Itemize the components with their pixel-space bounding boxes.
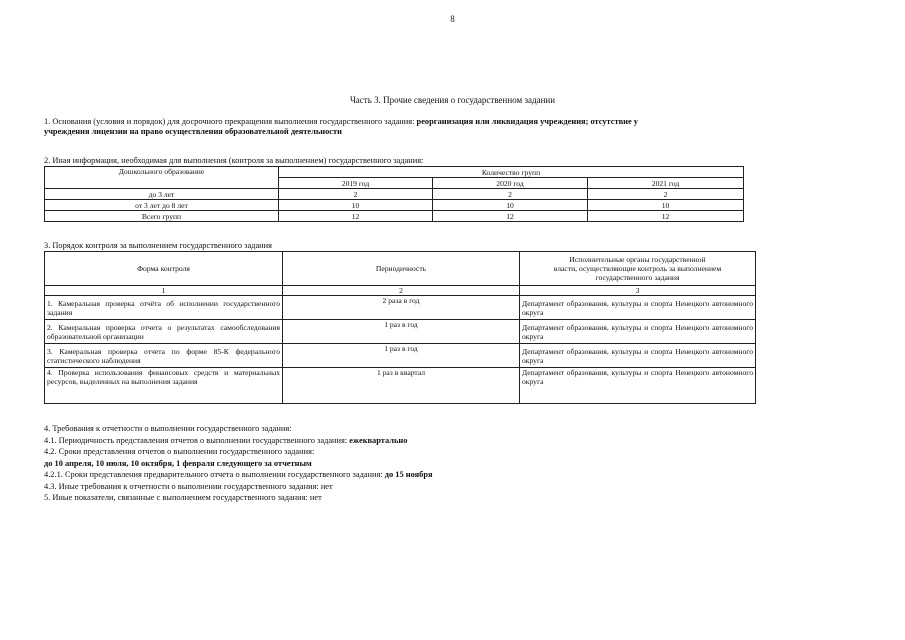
control-col-header-organ bbox=[520, 252, 756, 286]
section-4 bbox=[44, 423, 764, 504]
control-period: 2 раза в год bbox=[283, 296, 520, 320]
section-4-line-5-bold: до 15 ноября bbox=[384, 470, 433, 479]
section-5-line: 5. Иные показатели, связанные с выполнением государственного задания: нет bbox=[44, 493, 322, 502]
cell-value: 12 bbox=[279, 211, 433, 222]
section-4-line-2-bold: ежеквартально bbox=[349, 435, 408, 445]
table-row bbox=[45, 200, 744, 211]
section-2-heading: 2. Иная информация, необходимая для выполнения (контроля за выполнением) государственного задания: bbox=[44, 156, 424, 165]
control-col-header-period: Периодичность bbox=[283, 252, 520, 286]
section-1-line-2 bbox=[44, 127, 764, 137]
year-header: 2021 год bbox=[588, 178, 744, 189]
table-row bbox=[45, 368, 756, 404]
organ-header-line: государственного задания bbox=[595, 273, 680, 282]
control-form: 2. Камеральная проверка отчета о результатах самообследования образовательной организации bbox=[45, 320, 283, 344]
control-period: 1 раз в квартал bbox=[283, 368, 520, 404]
control-organ: Департамент образования, культуры и спорта Ненецкого автономного округа bbox=[520, 368, 756, 404]
row-label: Всего групп bbox=[45, 211, 279, 222]
column-number: 2 bbox=[283, 286, 520, 296]
section-4-line-6: 4.3. Иные требования к отчетности о выполнении государственного задания: нет bbox=[44, 481, 333, 491]
control-period: 1 раз в год bbox=[283, 320, 520, 344]
table-row bbox=[45, 211, 744, 222]
table-row bbox=[45, 320, 756, 344]
column-number: 3 bbox=[520, 286, 756, 296]
control-table-header-row bbox=[45, 252, 756, 286]
cell-value: 2 bbox=[279, 189, 433, 200]
year-header: 2019 год bbox=[279, 178, 433, 189]
table-row bbox=[45, 189, 744, 200]
cell-value: 10 bbox=[588, 200, 744, 211]
year-header: 2020 год bbox=[433, 178, 588, 189]
section-1-bold-1: реорганизация или ликвидация учреждения; отсутствие у bbox=[416, 117, 638, 126]
control-table-number-row bbox=[45, 286, 756, 296]
control-organ: Департамент образования, культуры и спорта Ненецкого автономного округа bbox=[520, 320, 756, 344]
section-3-heading: 3. Порядок контроля за выполнением государственного задания bbox=[44, 241, 272, 250]
groups-table-header-row bbox=[45, 167, 744, 178]
control-period: 1 раз в год bbox=[283, 344, 520, 368]
groups-table bbox=[44, 166, 744, 222]
section-4-line-3: 4.2. Сроки представления отчетов о выполнении государственного задания: bbox=[44, 447, 315, 456]
section-4-line-4-bold: до 10 апреля, 10 июля, 10 октября, 1 февраля следующего за отчетным bbox=[44, 458, 312, 468]
row-label: до 3 лет bbox=[45, 189, 279, 200]
control-form: 3. Камеральная проверка отчета по форме 85-К федерального статистического наблюдения bbox=[45, 344, 283, 368]
section-4-line-5-prefix: 4.2.1. Сроки представления предварительного отчета о выполнении государственного задания: bbox=[44, 470, 385, 479]
section-1 bbox=[44, 117, 764, 137]
organ-header-line: власти, осуществляющие контроль за выполнением bbox=[553, 264, 722, 273]
control-organ: Департамент образования, культуры и спорта Ненецкого автономного округа bbox=[520, 296, 756, 320]
page-number: 8 bbox=[450, 14, 455, 24]
table-row bbox=[45, 296, 756, 320]
cell-value: 10 bbox=[433, 200, 588, 211]
section-4-line-2-prefix: 4.1. Периодичность представления отчетов о выполнении государственного задания: bbox=[44, 435, 350, 445]
control-table bbox=[44, 251, 756, 404]
control-form: 4. Проверка использования финансовых средств и материальных ресурсов, выделенных на выполнения задания bbox=[45, 368, 283, 404]
section-4-line-2 bbox=[44, 435, 764, 447]
section-1-prefix: 1. Основания (условия и порядок) для досрочного прекращения выполнения государственного задания: bbox=[44, 117, 417, 126]
section-4-line-5 bbox=[44, 469, 764, 481]
cell-value: 12 bbox=[433, 211, 588, 222]
control-organ: Департамент образования, культуры и спорта Ненецкого автономного округа bbox=[520, 344, 756, 368]
groups-count-header: Количество групп bbox=[279, 167, 744, 178]
control-col-header-form: Форма контроля bbox=[45, 252, 283, 286]
control-form: 1. Камеральная проверка отчёта об исполнении государственного задания bbox=[45, 296, 283, 320]
row-label: от 3 лет до 8 лет bbox=[45, 200, 279, 211]
cell-value: 12 bbox=[588, 211, 744, 222]
section-4-line-4 bbox=[44, 458, 764, 470]
section-1-bold-2: учреждения лицензии на право осуществления образовательной деятельности bbox=[44, 127, 342, 136]
cell-value: 10 bbox=[279, 200, 433, 211]
table-row bbox=[45, 344, 756, 368]
part-title: Часть 3. Прочие сведения о государственном задании bbox=[349, 95, 556, 105]
cell-value: 2 bbox=[433, 189, 588, 200]
section-4-line-1: 4. Требования к отчетности о выполнении государственного задания: bbox=[44, 424, 292, 433]
groups-col-header: Дошкольного образование bbox=[45, 167, 279, 189]
section-1-line-1 bbox=[44, 117, 764, 127]
cell-value: 2 bbox=[588, 189, 744, 200]
organ-header-line: Исполнительные органы государственной bbox=[569, 255, 706, 264]
column-number: 1 bbox=[45, 286, 283, 296]
